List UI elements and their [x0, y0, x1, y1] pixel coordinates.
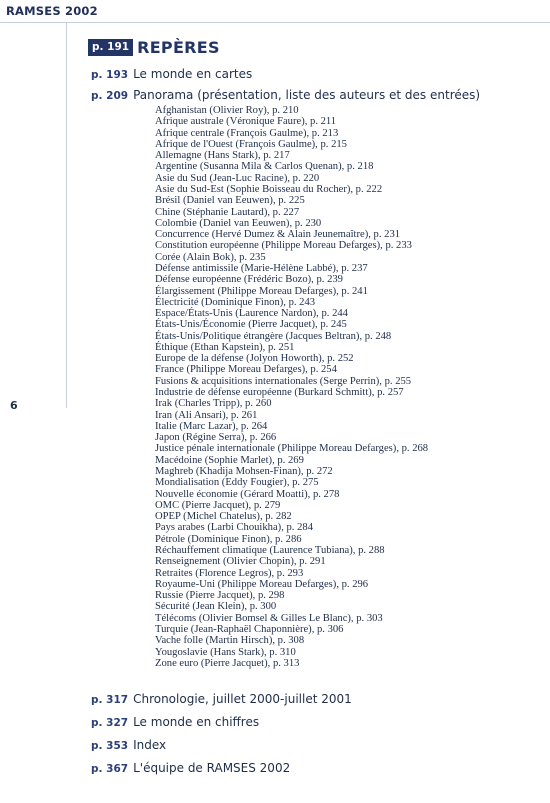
- toc-entry-index[interactable]: [91, 737, 166, 754]
- toc-entry-cartes[interactable]: [91, 66, 252, 83]
- panorama-entry[interactable]: Éthique (Ethan Kapstein), p. 251: [155, 341, 295, 353]
- toc-entry-panorama[interactable]: [91, 87, 480, 104]
- panorama-entry[interactable]: Yougoslavie (Hans Stark), p. 310: [155, 646, 296, 658]
- panorama-entry[interactable]: Asie du Sud (Jean-Luc Racine), p. 220: [155, 172, 320, 184]
- panorama-entry[interactable]: Europe de la défense (Jolyon Howorth), p. 252: [155, 353, 354, 365]
- panorama-entry[interactable]: Turquie (Jean-Raphaël Chaponnière), p. 306: [155, 623, 344, 635]
- toc-entry-chiffres[interactable]: [91, 714, 259, 731]
- panorama-entry[interactable]: Mondialisation (Eddy Fougier), p. 275: [155, 477, 319, 489]
- panorama-entry[interactable]: Irak (Charles Tripp), p. 260: [155, 398, 272, 410]
- panorama-entry[interactable]: Royaume-Uni (Philippe Moreau Defarges), p. 296: [155, 578, 369, 590]
- toc-page-number: p. 317: [91, 694, 129, 706]
- panorama-entry[interactable]: Retraites (Florence Legros), p. 293: [155, 567, 304, 579]
- panorama-entry[interactable]: OMC (Pierre Jacquet), p. 279: [155, 499, 281, 511]
- toc-label: Index: [133, 738, 167, 752]
- panorama-entry[interactable]: Afrique centrale (François Gaulme), p. 213: [155, 127, 339, 139]
- panorama-entry[interactable]: Japon (Régine Serra), p. 266: [155, 432, 277, 444]
- panorama-entry[interactable]: Défense antimissile (Marie-Hélène Labbé), p. 237: [155, 262, 368, 274]
- panorama-entry[interactable]: Renseignement (Olivier Chopin), p. 291: [155, 556, 326, 568]
- panorama-entry[interactable]: France (Philippe Moreau Defarges), p. 254: [155, 364, 337, 376]
- panorama-entry[interactable]: Constitution européenne (Philippe Moreau Defarges), p. 233: [155, 240, 412, 252]
- section-title: REPÈRES: [137, 38, 220, 57]
- panorama-entry[interactable]: Corée (Alain Bok), p. 235: [155, 251, 266, 263]
- toc-label: Le monde en chiffres: [133, 715, 260, 729]
- toc-label: L'équipe de RAMSES 2002: [133, 761, 291, 775]
- panorama-entry[interactable]: Macédoine (Sophie Marlet), p. 269: [155, 454, 304, 466]
- section-page-badge: p. 191: [88, 39, 133, 56]
- panorama-entry[interactable]: Justice pénale internationale (Philippe Moreau Defarges), p. 268: [155, 443, 429, 455]
- toc-page-number: p. 327: [91, 717, 129, 729]
- panorama-entry[interactable]: Télécoms (Olivier Bomsel & Gilles Le Blanc), p. 303: [155, 612, 383, 624]
- panorama-entry[interactable]: Nouvelle économie (Gérard Moatti), p. 278: [155, 488, 340, 500]
- panorama-entry[interactable]: Maghreb (Khadija Mohsen-Finan), p. 272: [155, 466, 333, 477]
- panorama-entry[interactable]: Iran (Ali Ansari), p. 261: [155, 409, 258, 421]
- panorama-entry[interactable]: Électricité (Dominique Finon), p. 243: [155, 296, 316, 308]
- page-number: 6: [10, 399, 18, 412]
- panorama-entry[interactable]: Italie (Marc Lazar), p. 264: [155, 420, 268, 432]
- panorama-entry[interactable]: États-Unis/Économie (Pierre Jacquet), p. 245: [155, 319, 347, 331]
- panorama-entry[interactable]: Élargissement (Philippe Moreau Defarges), p. 241: [155, 285, 368, 297]
- toc-label: Le monde en cartes: [133, 67, 253, 81]
- toc-entry-chronologie[interactable]: [91, 691, 352, 708]
- toc-page-number: p. 209: [91, 90, 129, 102]
- toc-entry-equipe[interactable]: [91, 760, 290, 777]
- panorama-entry[interactable]: Zone euro (Pierre Jacquet), p. 313: [155, 657, 300, 669]
- panorama-entry[interactable]: Défense européenne (Frédéric Bozo), p. 239: [155, 274, 343, 286]
- panorama-entry[interactable]: Espace/États-Unis (Laurence Nardon), p. 244: [155, 308, 348, 320]
- panorama-entry[interactable]: États-Unis/Politique étrangère (Jacques Beltran), p. 248: [155, 330, 392, 342]
- panorama-entry[interactable]: Fusions & acquisitions internationales (Serge Perrin), p. 255: [155, 375, 412, 387]
- panorama-entry[interactable]: Réchauffement climatique (Laurence Tubiana), p. 288: [155, 544, 385, 556]
- toc-page-number: p. 193: [91, 69, 129, 81]
- margin-rule: [66, 23, 67, 408]
- running-header: RAMSES 2002: [6, 4, 98, 18]
- panorama-entry[interactable]: Vache folle (Martin Hirsch), p. 308: [155, 635, 305, 647]
- panorama-entry[interactable]: Concurrence (Hervé Dumez & Alain Jeunemaître), p. 231: [155, 229, 401, 241]
- panorama-entry[interactable]: Pays arabes (Larbi Chouikha), p. 284: [155, 522, 313, 534]
- toc-label: Chronologie, juillet 2000-juillet 2001: [133, 692, 352, 706]
- header-rule: [0, 22, 550, 23]
- panorama-entry[interactable]: Afrique australe (Véronique Faure), p. 211: [155, 116, 337, 128]
- panorama-entry[interactable]: Argentine (Susanna Mila & Carlos Quenan), p. 218: [155, 161, 374, 173]
- panorama-entry[interactable]: Asie du Sud-Est (Sophie Boisseau du Rocher), p. 222: [155, 183, 383, 195]
- panorama-entry[interactable]: OPEP (Michel Chatelus), p. 282: [155, 511, 292, 523]
- toc-page-number: p. 367: [91, 763, 129, 775]
- panorama-entry[interactable]: Afghanistan (Olivier Roy), p. 210: [155, 105, 299, 116]
- panorama-entry[interactable]: Afrique de l'Ouest (François Gaulme), p. 215: [155, 138, 347, 150]
- toc-label: Panorama (présentation, liste des auteurs et des entrées): [133, 88, 481, 102]
- panorama-entry[interactable]: Pétrole (Dominique Finon), p. 286: [155, 533, 302, 545]
- panorama-entry-list: [155, 105, 428, 669]
- panorama-entry[interactable]: Allemagne (Hans Stark), p. 217: [155, 150, 290, 162]
- panorama-entry[interactable]: Colombie (Daniel van Eeuwen), p. 230: [155, 217, 322, 229]
- section-heading: [88, 38, 220, 57]
- panorama-entry[interactable]: Russie (Pierre Jacquet), p. 298: [155, 590, 285, 602]
- toc-page-number: p. 353: [91, 740, 129, 752]
- panorama-entry[interactable]: Chine (Stéphanie Lautard), p. 227: [155, 206, 300, 218]
- panorama-entry[interactable]: Sécurité (Jean Klein), p. 300: [155, 601, 277, 613]
- panorama-entry[interactable]: Industrie de défense européenne (Burkard Schmitt), p. 257: [155, 387, 404, 399]
- panorama-entry[interactable]: Brésil (Daniel van Eeuwen), p. 225: [155, 195, 305, 207]
